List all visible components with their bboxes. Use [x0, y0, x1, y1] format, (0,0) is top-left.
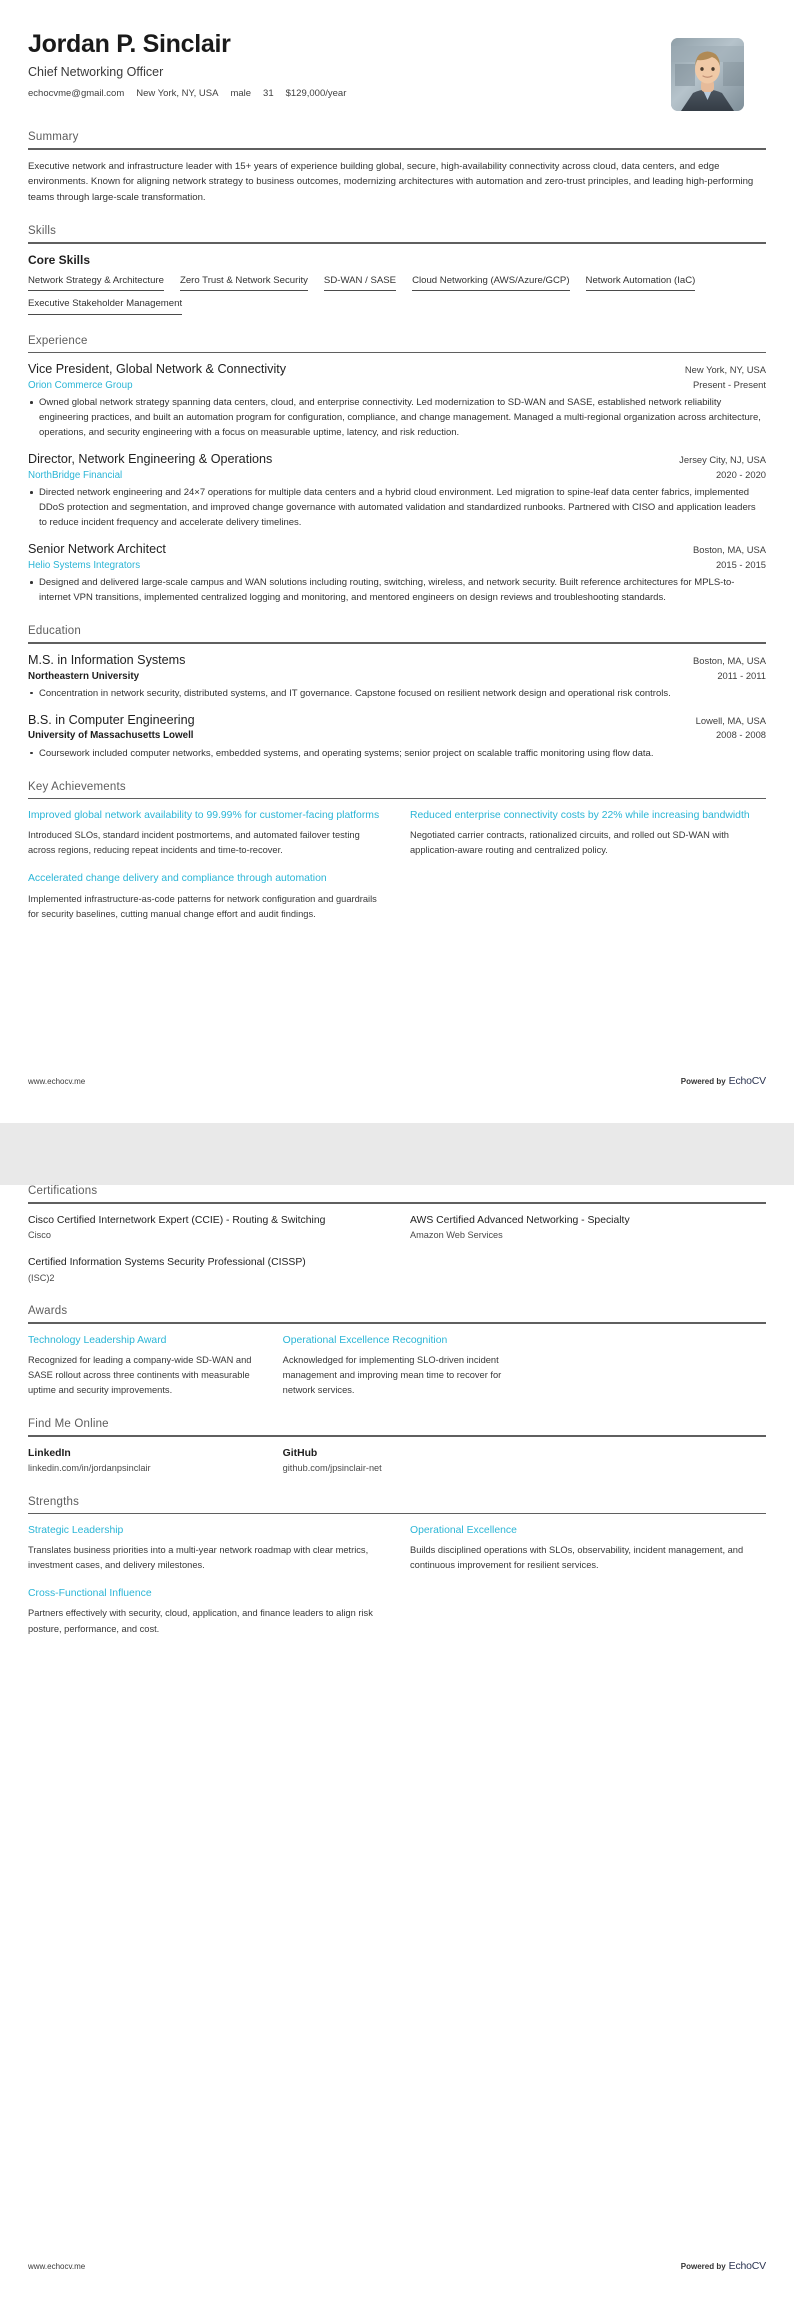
section-experience	[28, 335, 766, 605]
education-school: University of Massachusetts Lowell	[28, 730, 194, 742]
section-divider	[28, 1202, 766, 1204]
awards-grid	[28, 1333, 766, 1398]
experience-dates: 2020 - 2020	[715, 469, 766, 480]
online-profile-url[interactable]: github.com/jpsinclair-net	[282, 1462, 382, 1473]
footer-url: www.echocv.me	[28, 2262, 86, 2271]
education-location: Boston, MA, USA	[693, 654, 766, 666]
section-divider	[28, 798, 766, 800]
education-entry	[28, 713, 766, 761]
online-profile-label: GitHub	[282, 1447, 318, 1459]
section-title-certifications: Certifications	[28, 1185, 98, 1197]
online-profile-card[interactable]	[28, 1446, 257, 1476]
strength-body: Translates business priorities into a multi-year network roadmap with clear metrics, investment cases, and delivery milestones.	[28, 1545, 369, 1571]
skill-tag: SD-WAN / SASE	[324, 275, 396, 291]
experience-entry	[28, 542, 766, 605]
strengths-grid	[28, 1523, 766, 1636]
strength-card	[28, 1523, 384, 1573]
section-find-me-online	[28, 1418, 766, 1475]
award-card	[28, 1333, 257, 1398]
section-summary	[28, 131, 766, 205]
experience-entry	[28, 452, 766, 530]
find-me-online-grid	[28, 1446, 766, 1476]
award-body: Recognized for leading a company-wide SD-WAN and SASE rollout across three continents with measurable uptime and security improvements.	[28, 1355, 252, 1396]
skills-tag-list	[28, 275, 766, 315]
certification-card	[28, 1255, 384, 1285]
key-achievement-card	[28, 871, 384, 921]
key-achievement-body: Introduced SLOs, standard incident postmortems, and automated failover testing across regions, reducing repeat incidents and time-to-recover.	[28, 830, 360, 856]
experience-dates: 2015 - 2015	[715, 558, 766, 570]
meta-salary: $129,000/year	[285, 87, 347, 99]
certification-card	[410, 1213, 766, 1243]
section-key-achievements	[28, 781, 766, 922]
education-dates: 2011 - 2011	[717, 669, 766, 681]
strength-title: Cross-Functional Influence	[28, 1588, 152, 1600]
certification-issuer: (ISC)2	[28, 1272, 55, 1283]
candidate-photo	[671, 38, 744, 111]
online-profile-card[interactable]	[283, 1446, 512, 1476]
footer-url: www.echocv.me	[28, 1077, 86, 1086]
footer-powered-by	[681, 1071, 766, 1089]
meta-age: 31	[263, 87, 274, 99]
page-footer	[28, 2256, 766, 2274]
experience-job-title: Vice President, Global Network & Connectivity	[28, 362, 287, 377]
experience-entry	[28, 362, 766, 440]
strength-card	[410, 1523, 766, 1573]
certification-issuer: Cisco	[28, 1229, 51, 1240]
meta-gender: male	[230, 87, 252, 99]
meta-location: New York, NY, USA	[136, 87, 219, 99]
experience-company: Orion Commerce Group	[28, 380, 133, 392]
header-text-block	[28, 30, 346, 99]
skill-tag: Executive Stakeholder Management	[28, 298, 182, 314]
certifications-grid	[28, 1213, 766, 1286]
resume-header	[28, 0, 766, 111]
strength-body: Partners effectively with security, cloud, application, and finance leaders to align risk posture, performance, and cost.	[28, 1608, 373, 1634]
page-footer	[28, 1071, 766, 1089]
section-divider	[28, 242, 766, 244]
section-divider	[28, 642, 766, 644]
footer-brand-name: EchoCV	[728, 2260, 766, 2272]
certification-card	[28, 1213, 384, 1243]
section-certifications	[28, 1185, 766, 1285]
experience-bullet: Owned global network strategy spanning data centers, cloud, and enterprise connectivity. Led modernization to SD-WAN and SASE, established network reliability engineering practices, and built an automation program for configuration, compliance, and change management. Managed a multi-regional organization across architecture, operations, and security engineering with a focus on measurable uptime, latency, and risk reduction.	[28, 395, 766, 440]
key-achievement-body: Implemented infrastructure-as-code patterns for network configuration and guardrails for security baselines, cutting manual change effort and audit findings.	[28, 893, 377, 919]
key-achievement-card	[410, 808, 766, 858]
certification-title: Cisco Certified Internetwork Expert (CCIE) - Routing & Switching	[28, 1214, 326, 1226]
resume-page-1	[0, 0, 794, 1123]
section-title-find-me-online: Find Me Online	[28, 1418, 109, 1431]
skill-tag: Cloud Networking (AWS/Azure/GCP)	[412, 275, 569, 291]
section-title-summary: Summary	[28, 131, 79, 143]
footer-powered-label: Powered by	[680, 2262, 726, 2271]
education-bullet: Concentration in network security, distributed systems, and IT governance. Capstone focused on resilient network design and operational risk controls.	[28, 686, 766, 701]
certification-title: AWS Certified Advanced Networking - Specialty	[410, 1214, 630, 1226]
section-awards	[28, 1305, 766, 1398]
certification-title: Certified Information Systems Security Professional (CISSP)	[28, 1257, 306, 1269]
experience-dates: Present - Present	[693, 379, 766, 391]
key-achievement-title: Improved global network availability to 99.99% for customer-facing platforms	[28, 810, 380, 822]
skill-tag: Network Automation (IaC)	[586, 275, 696, 291]
resume-page-2	[0, 1185, 794, 2308]
experience-bullet: Designed and delivered large-scale campus and WAN solutions including routing, switching, wireless, and network security. Built reference architectures for MPLS-to-internet VPN transitions, implemented centralized logging and monitoring, and mentored engineers on design reviews and troubleshooting standards.	[28, 575, 766, 605]
education-entry	[28, 653, 766, 701]
experience-company: Helio Systems Integrators	[28, 559, 141, 571]
education-degree: B.S. in Computer Engineering	[28, 712, 195, 727]
candidate-role: Chief Networking Officer	[28, 64, 164, 79]
experience-bullets	[28, 575, 766, 605]
education-location: Lowell, MA, USA	[695, 714, 766, 726]
experience-location: Jersey City, NJ, USA	[679, 454, 766, 466]
award-body: Acknowledged for implementing SLO-driven incident management and improving mean time to recover for network services.	[282, 1355, 502, 1396]
experience-location: New York, NY, USA	[684, 364, 766, 376]
education-bullets	[28, 686, 766, 701]
award-card	[283, 1333, 512, 1398]
education-dates: 2008 - 2008	[715, 729, 766, 741]
section-title-strengths: Strengths	[28, 1495, 80, 1508]
online-profile-url[interactable]: linkedin.com/in/jordanpsinclair	[28, 1462, 151, 1473]
footer-powered-label: Powered by	[680, 1077, 726, 1086]
section-title-awards: Awards	[28, 1305, 68, 1318]
footer-powered-by	[681, 2256, 766, 2274]
education-degree: M.S. in Information Systems	[28, 652, 186, 667]
summary-text: Executive network and infrastructure leader with 15+ years of experience building global, secure, high-availability connectivity across cloud, data centers, and edge environments. Known for aligning network strategy to business outcomes, modernizing architectures with automation and zero-trust principles, and leading high-performing teams through large-scale transformation.	[28, 160, 754, 203]
education-bullets	[28, 746, 766, 761]
certification-issuer: Amazon Web Services	[410, 1229, 503, 1240]
key-achievement-title: Reduced enterprise connectivity costs by 22% while increasing bandwidth	[410, 810, 750, 822]
key-achievement-title: Accelerated change delivery and compliance through automation	[28, 873, 327, 885]
education-bullet: Coursework included computer networks, embedded systems, and operating systems; senior project on scalable traffic monitoring using flow data.	[28, 746, 766, 761]
education-school: Northeastern University	[28, 670, 140, 682]
experience-job-title: Director, Network Engineering & Operations	[28, 452, 273, 467]
section-divider	[28, 352, 766, 354]
award-title: Operational Excellence Recognition	[282, 1334, 448, 1346]
experience-company: NorthBridge Financial	[28, 470, 123, 481]
skills-group-title: Core Skills	[28, 252, 91, 267]
key-achievement-card	[28, 808, 384, 858]
skill-tag: Network Strategy & Architecture	[28, 275, 164, 291]
award-title: Technology Leadership Award	[28, 1334, 167, 1346]
section-strengths	[28, 1496, 766, 1637]
candidate-name: Jordan P. Sinclair	[28, 30, 231, 58]
skill-tag: Zero Trust & Network Security	[180, 275, 308, 291]
key-achievement-body: Negotiated carrier contracts, rationalized circuits, and rolled out SD-WAN with application-aware routing and centralized policy.	[410, 830, 729, 856]
meta-email: echocvme@gmail.com	[28, 87, 125, 99]
experience-job-title: Senior Network Architect	[28, 542, 166, 557]
strength-title: Operational Excellence	[410, 1525, 517, 1537]
strength-body: Builds disciplined operations with SLOs, observability, incident management, and continuous improvement for resilient services.	[410, 1545, 744, 1571]
section-education	[28, 625, 766, 761]
section-divider	[28, 1322, 766, 1324]
section-skills	[28, 225, 766, 315]
strength-card	[28, 1586, 384, 1636]
section-title-experience: Experience	[28, 334, 88, 347]
strength-title: Strategic Leadership	[28, 1525, 124, 1537]
experience-location: Boston, MA, USA	[693, 544, 766, 556]
online-profile-label: LinkedIn	[28, 1447, 71, 1459]
footer-brand-name: EchoCV	[728, 1075, 766, 1087]
section-title-education: Education	[28, 625, 81, 638]
section-title-key-achievements: Key Achievements	[28, 780, 126, 793]
candidate-meta	[28, 88, 346, 99]
section-divider	[28, 148, 766, 150]
section-divider	[28, 1513, 766, 1515]
section-title-skills: Skills	[28, 225, 57, 238]
key-achievements-grid	[28, 808, 766, 921]
experience-bullets	[28, 395, 766, 440]
section-divider	[28, 1435, 766, 1437]
experience-bullet: Directed network engineering and 24×7 operations for multiple data centers and a hybrid cloud environment. Led migration to spine-leaf data center fabrics, implemented DDoS protection and segmentation, and improved change governance with automated validation and standardized runbooks. Partnered with CISO and application leaders to reduce incident frequency and accelerate delivery timelines.	[28, 485, 766, 530]
experience-bullets	[28, 485, 766, 530]
